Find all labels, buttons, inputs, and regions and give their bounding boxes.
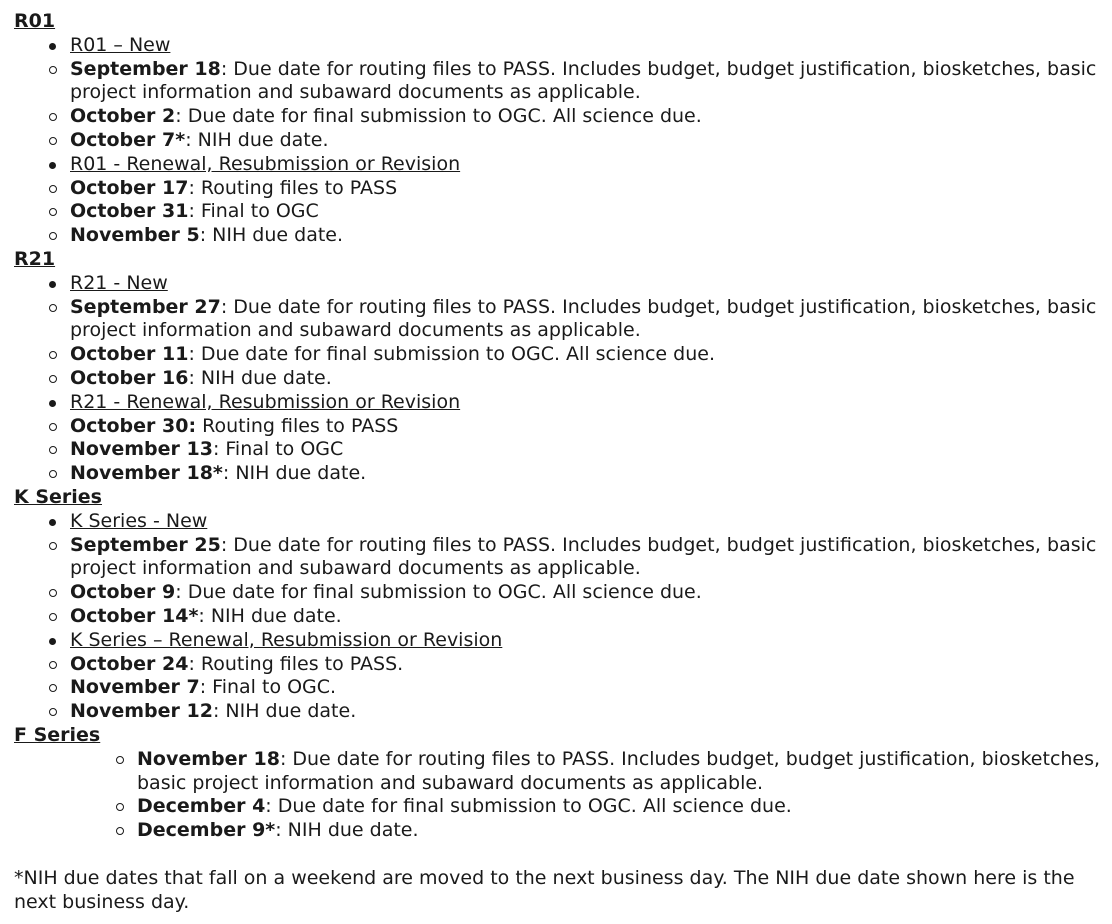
date-label: October 24 [70, 652, 189, 675]
date-text: : Due date for final submission to OGC. All science due. [265, 795, 792, 818]
date-list [14, 177, 1112, 248]
date-label: November 18* [70, 462, 223, 485]
date-item [14, 819, 1112, 843]
date-text: : Due date for final submission to OGC. All science due. [175, 581, 702, 604]
section-k-series [14, 486, 1112, 724]
circle-bullet-icon [49, 661, 57, 669]
date-list [14, 534, 1112, 629]
date-text: : Routing files to PASS. [188, 652, 404, 675]
circle-bullet-icon [49, 232, 57, 240]
date-item [14, 58, 1112, 106]
date-item [14, 200, 1112, 224]
date-list [14, 296, 1112, 391]
section-title: R21 [14, 247, 56, 270]
date-label: October 30: [70, 414, 197, 437]
date-label: November 5 [70, 224, 200, 247]
bullet-icon [49, 519, 56, 526]
section-r01 [14, 10, 1112, 248]
date-text: : NIH due date. [199, 224, 344, 247]
group-list [14, 510, 1112, 534]
group-item [14, 510, 1112, 534]
section-title: R01 [14, 10, 56, 32]
section-f-series [14, 724, 1112, 843]
footnote: *NIH due dates that fall on a weekend are moved to the next business day. The NIH due date shown here is the next business day. [14, 866, 1075, 913]
circle-bullet-icon [49, 113, 57, 121]
date-text: : Final to OGC. [199, 676, 337, 699]
date-item [14, 367, 1112, 391]
group-item [14, 391, 1112, 415]
group-item [14, 153, 1112, 177]
date-text: : NIH due date. [185, 128, 329, 151]
circle-bullet-icon [49, 684, 57, 692]
date-item [14, 129, 1112, 153]
section-title: K Series [14, 485, 102, 508]
circle-bullet-icon [49, 589, 57, 597]
circle-bullet-icon [116, 756, 124, 764]
circle-bullet-icon [49, 185, 57, 193]
date-label: October 16 [70, 366, 189, 389]
date-text: : NIH due date. [198, 604, 342, 627]
circle-bullet-icon [49, 351, 57, 359]
section-title: F Series [14, 723, 101, 746]
group-title: K Series – Renewal, Resubmission or Revision [70, 628, 503, 651]
date-item [14, 224, 1112, 248]
date-text: : NIH due date. [212, 700, 357, 723]
date-label: October 31 [70, 200, 189, 223]
group-list [14, 629, 1112, 653]
circle-bullet-icon [49, 470, 57, 478]
date-item [14, 581, 1112, 605]
date-label: December 4 [137, 795, 266, 818]
date-list [14, 748, 1112, 843]
date-label: September 25 [70, 533, 221, 556]
circle-bullet-icon [49, 208, 57, 216]
date-item [14, 415, 1112, 439]
circle-bullet-icon [49, 542, 57, 550]
group-title: R01 – New [70, 33, 171, 56]
date-item [14, 343, 1112, 367]
date-item [14, 296, 1112, 344]
date-item [14, 105, 1112, 129]
date-list [14, 415, 1112, 486]
section-r21 [14, 248, 1112, 486]
date-list [14, 653, 1112, 724]
date-label: October 14* [70, 604, 199, 627]
date-label: October 2 [70, 105, 176, 128]
date-item [14, 676, 1112, 700]
date-item [14, 795, 1112, 819]
date-label: October 7* [70, 128, 186, 151]
date-text: : NIH due date. [275, 819, 419, 842]
date-text: : Due date for final submission to OGC. All science due. [175, 105, 702, 128]
group-title: R01 - Renewal, Resubmission or Revision [70, 152, 461, 175]
date-text: : Due date for final submission to OGC. All science due. [188, 343, 715, 366]
bullet-icon [49, 162, 56, 169]
date-item [14, 748, 1112, 796]
group-list [14, 272, 1112, 296]
date-label: September 18 [70, 57, 221, 80]
bullet-icon [49, 281, 56, 288]
date-label: November 7 [70, 676, 200, 699]
date-text: : Final to OGC [188, 200, 319, 223]
date-label: November 12 [70, 700, 213, 723]
date-item [14, 653, 1112, 677]
date-text: : Due date for routing files to PASS. Includes budget, budget justification, biosketches, basic project information and subaward documents as applicable. [70, 295, 1097, 342]
date-label: October 11 [70, 343, 189, 366]
circle-bullet-icon [49, 66, 57, 74]
group-item [14, 272, 1112, 296]
bullet-icon [49, 400, 56, 407]
circle-bullet-icon [49, 375, 57, 383]
group-list [14, 153, 1112, 177]
group-item [14, 34, 1112, 58]
group-title: K Series - New [70, 509, 208, 532]
date-item [14, 462, 1112, 486]
circle-bullet-icon [49, 423, 57, 431]
date-label: December 9* [137, 819, 276, 842]
date-text: : Due date for routing files to PASS. Includes budget, budget justification, biosketches, basic project information and subaward documents as applicable. [70, 533, 1097, 580]
bullet-icon [49, 638, 56, 645]
circle-bullet-icon [116, 803, 124, 811]
circle-bullet-icon [49, 304, 57, 312]
date-item [14, 438, 1112, 462]
date-item [14, 605, 1112, 629]
circle-bullet-icon [49, 613, 57, 621]
date-label: November 13 [70, 438, 213, 461]
circle-bullet-icon [49, 137, 57, 145]
date-text: : Due date for routing files to PASS. Includes budget, budget justification, biosketches, basic project information and subaward documents as applicable. [137, 747, 1101, 794]
date-item [14, 534, 1112, 582]
date-label: October 9 [70, 581, 176, 604]
group-list [14, 34, 1112, 58]
circle-bullet-icon [116, 827, 124, 835]
date-text: : Due date for routing files to PASS. Includes budget, budget justification, biosketches, basic project information and subaward documents as applicable. [70, 57, 1097, 104]
group-title: R21 - New [70, 271, 168, 294]
date-text: : NIH due date. [222, 462, 367, 485]
date-label: October 17 [70, 176, 189, 199]
date-item [14, 700, 1112, 724]
date-item [14, 177, 1112, 201]
group-item [14, 629, 1112, 653]
date-text: : Routing files to PASS [188, 176, 398, 199]
circle-bullet-icon [49, 708, 57, 716]
bullet-icon [49, 43, 56, 50]
date-list [14, 58, 1112, 153]
date-text: : NIH due date. [188, 366, 332, 389]
circle-bullet-icon [49, 446, 57, 454]
date-label: September 27 [70, 295, 221, 318]
date-text: : Final to OGC [212, 438, 344, 461]
date-text: Routing files to PASS [196, 414, 399, 437]
group-list [14, 391, 1112, 415]
date-label: November 18 [137, 747, 280, 770]
group-title: R21 - Renewal, Resubmission or Revision [70, 390, 461, 413]
